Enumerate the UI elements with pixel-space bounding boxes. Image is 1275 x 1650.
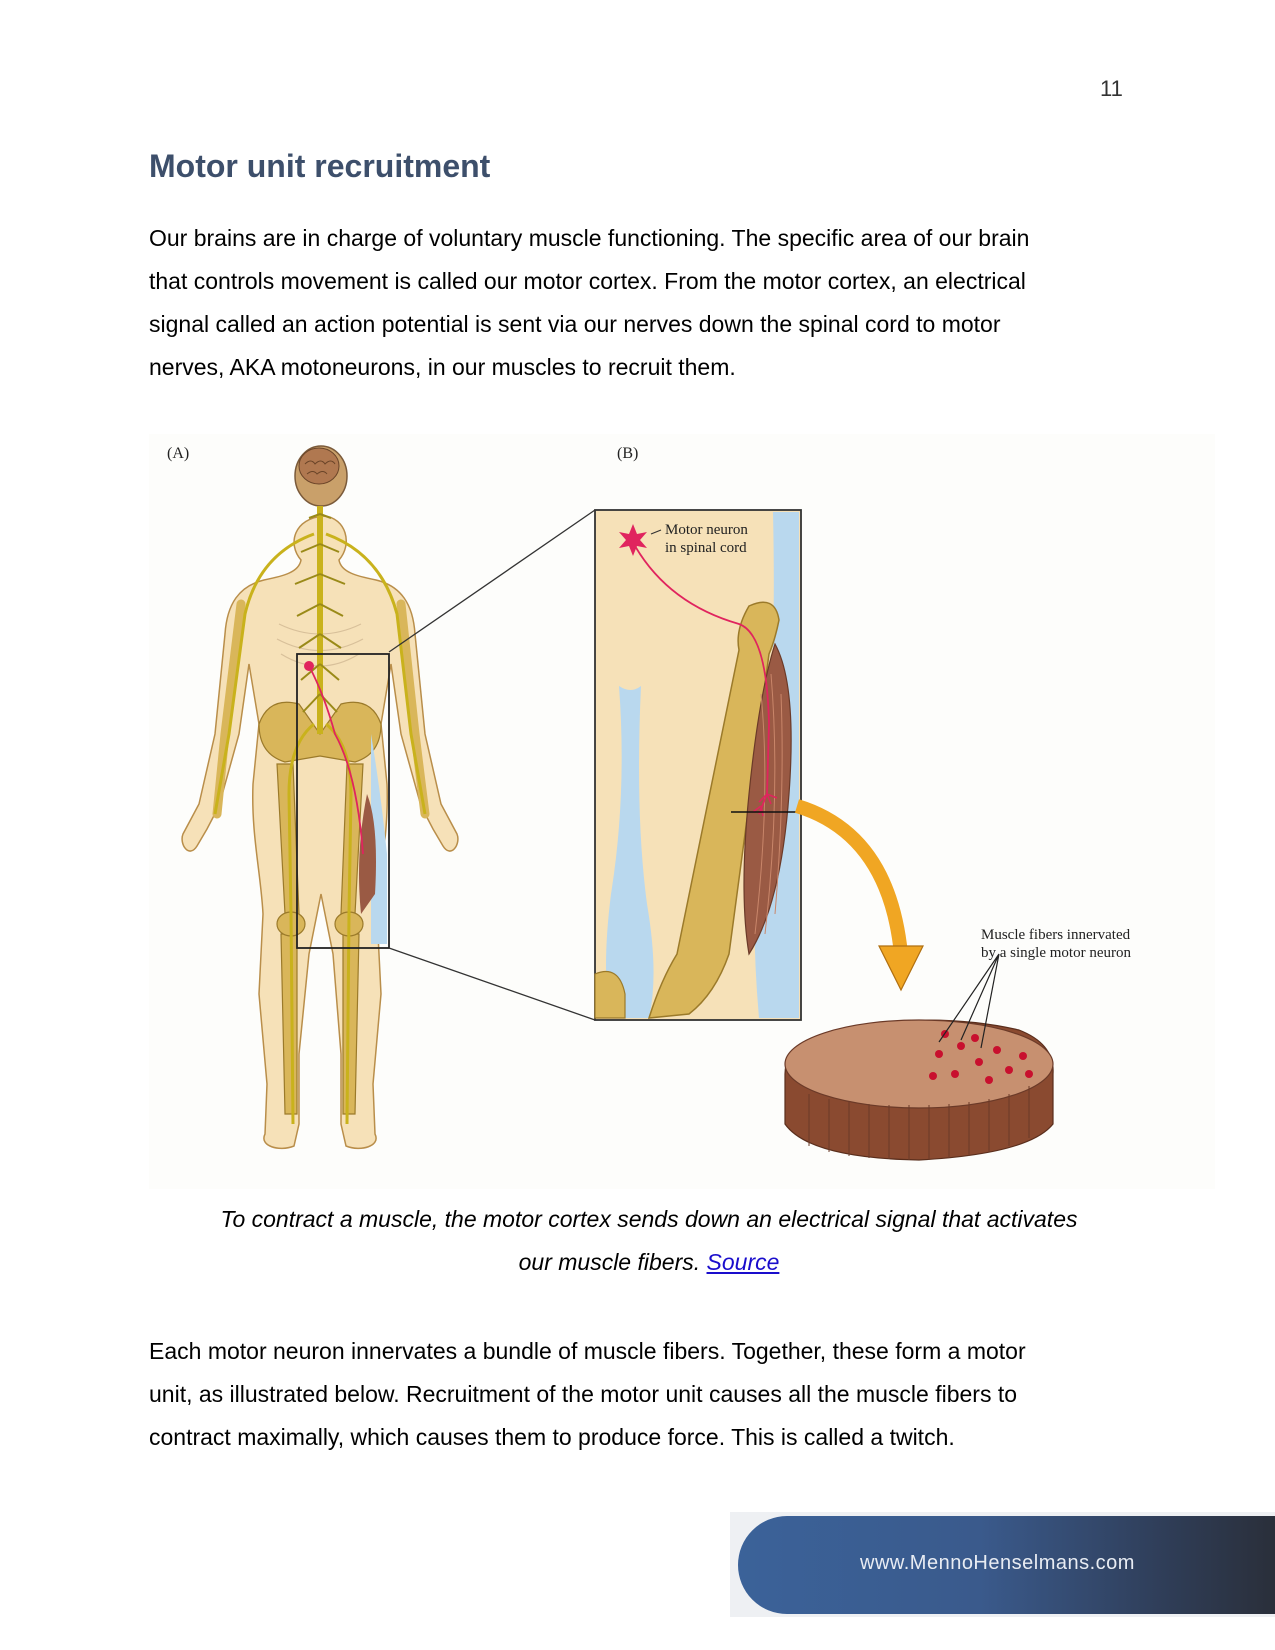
brain [299, 448, 339, 484]
paragraph-line: that controls movement is called our motor cortex. From the motor cortex, an electrical [149, 268, 1026, 294]
panel-b-label: (B) [617, 445, 639, 462]
human-body-figure [182, 446, 458, 1148]
intro-paragraph [149, 217, 1149, 389]
paragraph-line: contract maximally, which causes them to produce force. This is called a twitch. [149, 1424, 955, 1450]
fibers-label-line1: Muscle fibers innervated [981, 927, 1131, 943]
transition-arrow [797, 806, 901, 954]
motor-unit-illustration [149, 434, 1215, 1189]
paragraph-line: Our brains are in charge of voluntary muscle functioning. The specific area of our brain [149, 225, 1030, 251]
caption-line: To contract a muscle, the motor cortex sends down an electrical signal that activates [220, 1206, 1078, 1232]
muscle-cross-section [785, 954, 1053, 1160]
caption-text: our muscle fibers. [518, 1249, 701, 1275]
page-number: 11 [1100, 76, 1123, 101]
panel-a-label: (A) [167, 445, 190, 462]
source-link[interactable]: Source [706, 1249, 780, 1275]
motor-neuron-label-line1: Motor neuron [665, 522, 748, 538]
caption-line [149, 1241, 1149, 1284]
paragraph-line: Each motor neuron innervates a bundle of muscle fibers. Together, these form a motor [149, 1338, 1026, 1364]
fibers-label-line2: by a single motor neuron [981, 945, 1131, 961]
figure-caption [149, 1198, 1149, 1284]
paragraph-line: unit, as illustrated below. Recruitment of the motor unit causes all the muscle fibers to [149, 1381, 1018, 1407]
motor-neuron-label-line2: in spinal cord [665, 540, 747, 556]
footer-website: www.MennoHenselmans.com [860, 1552, 1135, 1574]
zoomed-leg-panel [595, 510, 801, 1020]
section-title: Motor unit recruitment [149, 148, 491, 184]
paragraph-line: nerves, AKA motoneurons, in our muscles to recruit them. [149, 354, 736, 380]
motor-unit-figure [149, 434, 1215, 1189]
paragraph-line: signal called an action potential is sent via our nerves down the spinal cord to motor [149, 311, 1001, 337]
motor-unit-paragraph [149, 1330, 1149, 1459]
